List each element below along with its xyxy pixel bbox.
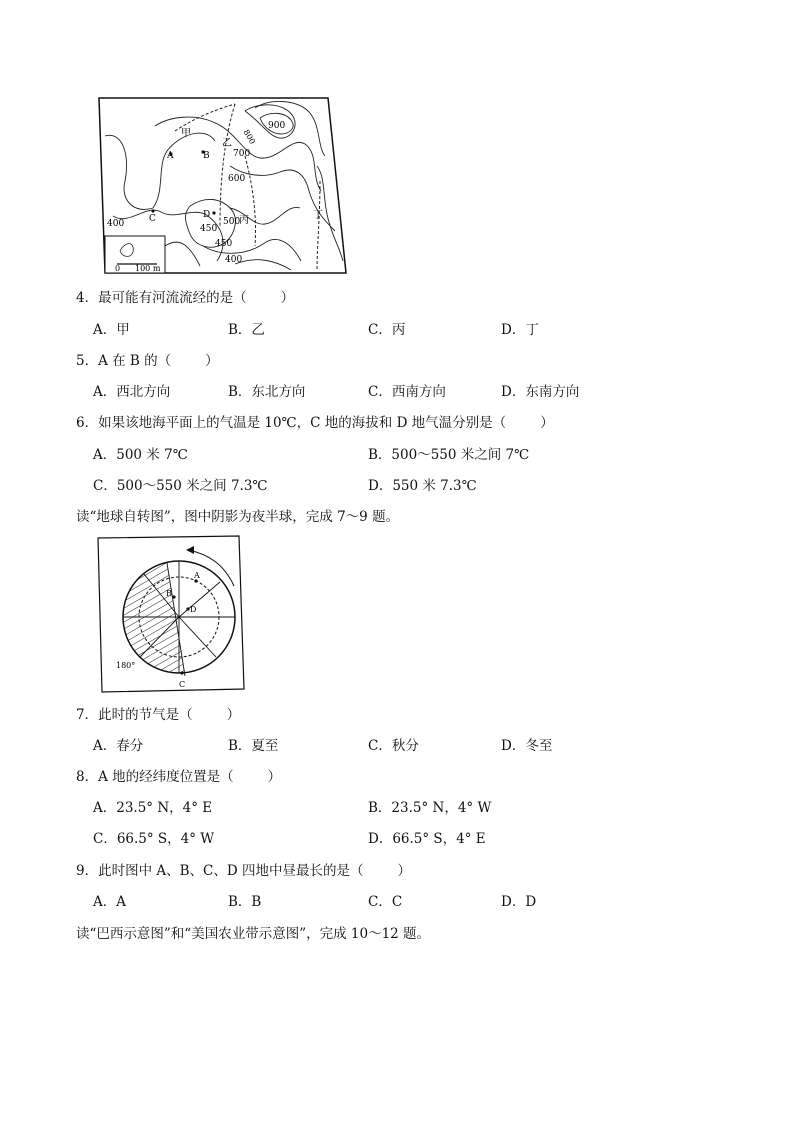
question-9-stem: 9．此时图中 A、B、C、D 四地中昼最长的是（ (76, 863, 364, 879)
contour-label-900: 900 (268, 121, 286, 131)
point-bing: 丙 (239, 215, 249, 226)
q5-option-a[interactable]: A．西北方向 (93, 384, 171, 400)
question-4-stem: 4．最可能有河流流经的是（ (76, 290, 247, 306)
contour-label-400a: 400 (107, 219, 125, 229)
q7-option-d[interactable]: D．冬至 (501, 738, 553, 754)
contour-map (95, 96, 351, 276)
q9-option-c[interactable]: C．C (368, 894, 403, 910)
intro-7-9: 读“地球自转图”，图中阴影为夜半球，完成 7～9 题。 (76, 509, 400, 525)
q4-option-b[interactable]: B．乙 (228, 322, 265, 338)
point-a: A (167, 151, 174, 161)
point-d: D (203, 210, 211, 220)
q8-option-b[interactable]: B．23.5° N，4° W (368, 800, 492, 816)
q4-option-c[interactable]: C．丙 (368, 322, 406, 338)
q5-option-b[interactable]: B．东北方向 (228, 384, 306, 400)
question-6-stem: 6．如果该地海平面上的气温是 10℃，C 地的海拔和 D 地气温分别是（ (76, 415, 507, 431)
earth-label-a: A (194, 571, 200, 580)
contour-label-450b: 450 (215, 239, 233, 249)
q7-option-c[interactable]: C．秋分 (368, 738, 419, 754)
q8-option-a[interactable]: A．23.5° N，4° E (93, 800, 213, 816)
earth-label-180: 180° (116, 661, 136, 670)
point-ding: 丁 (313, 210, 323, 221)
question-8 (76, 768, 281, 786)
intro-10-12: 读“巴西示意图”和“美国农业带示意图”，完成 10～12 题。 (76, 926, 431, 942)
q5-option-c[interactable]: C．西南方向 (368, 384, 446, 400)
scale-zero: 0 (115, 264, 121, 273)
q6-option-a[interactable]: A．500 米 7℃ (93, 447, 188, 463)
q9-option-b[interactable]: B．B (228, 894, 262, 910)
q8-option-c[interactable]: C．66.5° S，4° W (93, 831, 215, 847)
q4-option-d[interactable]: D．丁 (501, 322, 539, 338)
q4-option-a[interactable]: A．甲 (93, 322, 130, 338)
earth-label-d: D (190, 605, 197, 614)
earth-rotation-figure (96, 534, 246, 694)
question-4-close: ） (280, 290, 295, 306)
q8-option-d[interactable]: D．66.5° S，4° E (368, 831, 486, 847)
contour-label-450a: 450 (200, 224, 218, 234)
contour-label-600: 600 (228, 174, 246, 184)
question-7-close: ） (226, 707, 241, 723)
question-9 (76, 862, 411, 880)
earth-label-c: C (179, 680, 186, 689)
point-yi: 乙 (222, 138, 232, 149)
q7-option-a[interactable]: A．春分 (93, 738, 144, 754)
q6-option-d[interactable]: D．550 米 7.3℃ (368, 478, 477, 494)
earth-label-b: B (166, 589, 172, 598)
question-8-close: ） (267, 769, 282, 785)
contour-label-400b: 400 (225, 255, 243, 265)
question-7-stem: 7．此时的节气是（ (76, 707, 193, 723)
question-5 (76, 352, 219, 370)
q9-option-a[interactable]: A．A (93, 894, 126, 910)
q6-option-c[interactable]: C．500～550 米之间 7.3℃ (93, 478, 268, 494)
point-jia: 甲 (181, 128, 191, 139)
q9-option-d[interactable]: D．D (501, 894, 537, 910)
point-b: B (203, 151, 210, 161)
question-6-close: ） (540, 415, 554, 431)
question-4 (76, 289, 294, 307)
q5-option-d[interactable]: D．东南方向 (501, 384, 580, 400)
question-5-close: ） (205, 353, 219, 369)
scale-length: 100 m (135, 264, 161, 273)
point-c: C (149, 214, 156, 224)
question-7 (76, 706, 240, 724)
contour-label-800: 800 (241, 128, 257, 146)
question-5-stem: 5．A 在 B 的（ (76, 353, 172, 369)
contour-label-500: 500 (223, 217, 241, 227)
question-9-close: ） (397, 863, 411, 879)
q7-option-b[interactable]: B．夏至 (228, 738, 279, 754)
question-8-stem: 8．A 地的经纬度位置是（ (76, 769, 234, 785)
contour-label-700: 700 (233, 149, 251, 159)
q6-option-b[interactable]: B．500～550 米之间 7℃ (368, 447, 530, 463)
question-6 (76, 414, 554, 432)
